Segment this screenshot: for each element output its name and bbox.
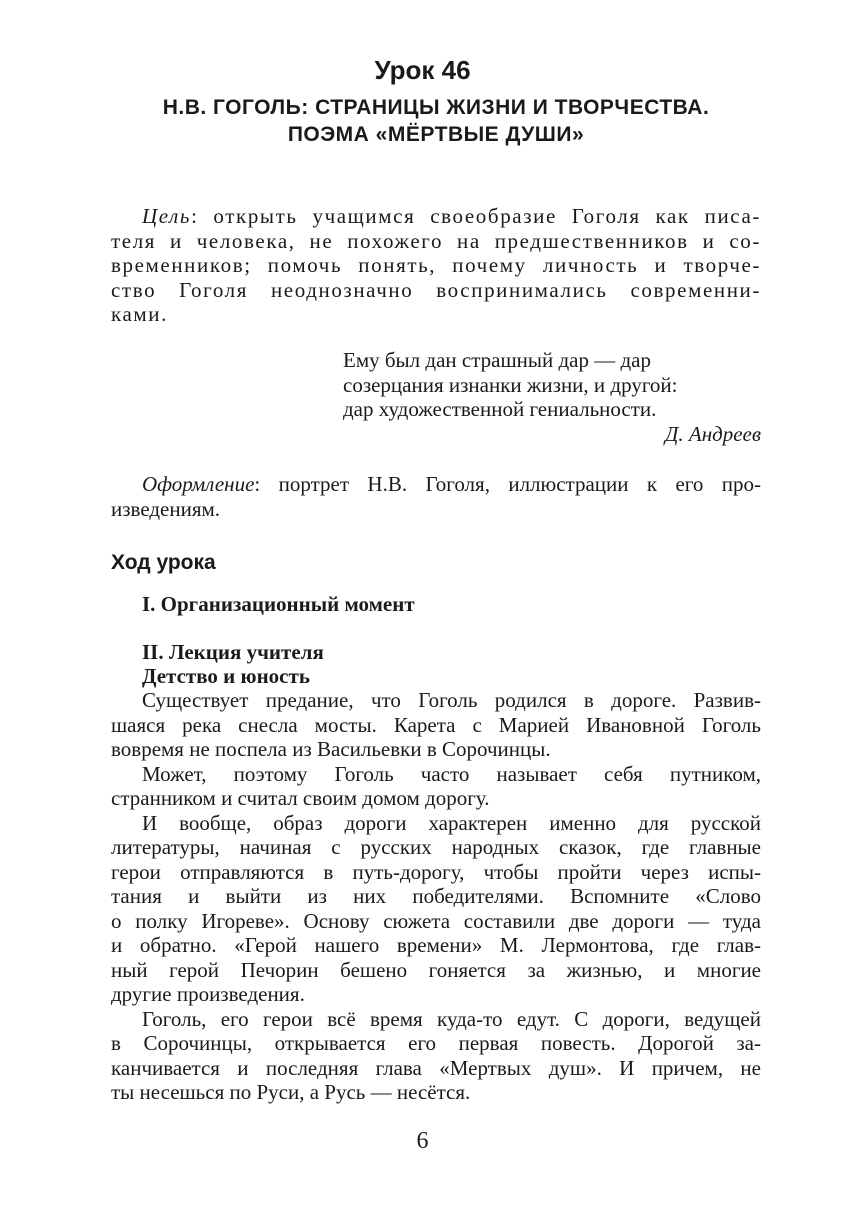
design-first-line-text: : портрет Н.В. Гоголя, иллюстрации к его про-: [254, 472, 761, 496]
stage-heading-lecture: II. Лекция учителя: [142, 640, 324, 664]
epigraph-line: созерцания изнанки жизни, и другой:: [343, 372, 678, 397]
paragraph-line: тания и выйти из них победителями. Вспомните «Слово: [111, 884, 761, 908]
paragraph-line: в Сорочинцы, открывается его первая повесть. Дорогой за-: [111, 1031, 761, 1055]
goal-first-line: [111, 204, 761, 229]
goal-first-line-text: : открыть учащимся своеобразие Гоголя как писа-: [191, 204, 761, 228]
paragraph-line: странником и считал своим домом дорогу.: [111, 786, 490, 810]
page-number: 6: [416, 1128, 429, 1154]
epigraph-line: Ему был дан страшный дар — дар: [343, 348, 651, 372]
goal-line: временников; помочь понять, почему личность и творче-: [111, 253, 761, 277]
lesson-title-line: Н.В. ГОГОЛЬ: СТРАНИЦЫ ЖИЗНИ И ТВОРЧЕСТВА.: [162, 96, 710, 119]
paragraph-line: И вообще, образ дороги характерен именно для русской: [142, 810, 761, 835]
paragraph-line: другие произведения.: [111, 982, 305, 1006]
goal-line: ство Гоголя неоднозначно воспринимались современни-: [111, 277, 761, 302]
design-label: Оформление: [142, 472, 255, 496]
paragraph-line: Существует предание, что Гоголь родился в дороге. Развив-: [142, 688, 761, 712]
lesson-goal: [111, 204, 761, 327]
lesson-number: Урок 46: [374, 55, 471, 85]
paragraph-line: вовремя не поспела из Васильевки в Сорочинцы.: [111, 737, 551, 761]
paragraph-line: Может, поэтому Гоголь часто называет себя путником,: [142, 761, 761, 786]
stage-heading-organizational: I. Организационный момент: [142, 592, 415, 616]
goal-line: теля и человека, не похожего на предшественников и со-: [111, 228, 761, 253]
epigraph-line: дар художественной гениальности.: [343, 397, 657, 421]
paragraph-line: герои отправляются в путь-дорогу, чтобы пройти через испы-: [111, 859, 761, 884]
paragraph-line: литературы, начиная с русских народных сказок, где главные: [111, 835, 761, 859]
goal-label: Цель: [142, 204, 192, 228]
epigraph: [343, 348, 761, 446]
design-first-line: [111, 472, 761, 497]
epigraph-author: Д. Андреев: [665, 421, 761, 446]
subsection-heading: Детство и юность: [142, 664, 310, 688]
paragraph-line: ты несешься по Руси, а Русь — несётся.: [111, 1080, 471, 1104]
paragraph-line: Гоголь, его герои всё время куда-то едут. С дороги, ведущей: [142, 1006, 761, 1031]
lesson-title-line: ПОЭМА «МЁРТВЫЕ ДУШИ»: [287, 123, 585, 146]
paragraph-line: и обратно. «Герой нашего времени» М. Лермонтова, где глав-: [111, 933, 761, 957]
paragraph-line: шаяся река снесла мосты. Карета с Марией Ивановной Гоголь: [111, 712, 761, 737]
lesson-flow-heading: Ход урока: [111, 551, 216, 574]
goal-line: ками.: [111, 302, 168, 326]
design-line: изведениям.: [111, 496, 221, 521]
paragraph-line: ный герой Печорин бешено гоняется за жизнью, и многие: [111, 957, 761, 982]
paragraph-line: канчивается и последняя глава «Мертвых душ». И причем, не: [111, 1055, 761, 1080]
lesson-title: [100, 94, 772, 148]
paragraph-line: о полку Игореве». Основу сюжета составили две дороги — туда: [111, 908, 761, 933]
lecture-text: [111, 688, 761, 1105]
lesson-design: [111, 472, 761, 521]
